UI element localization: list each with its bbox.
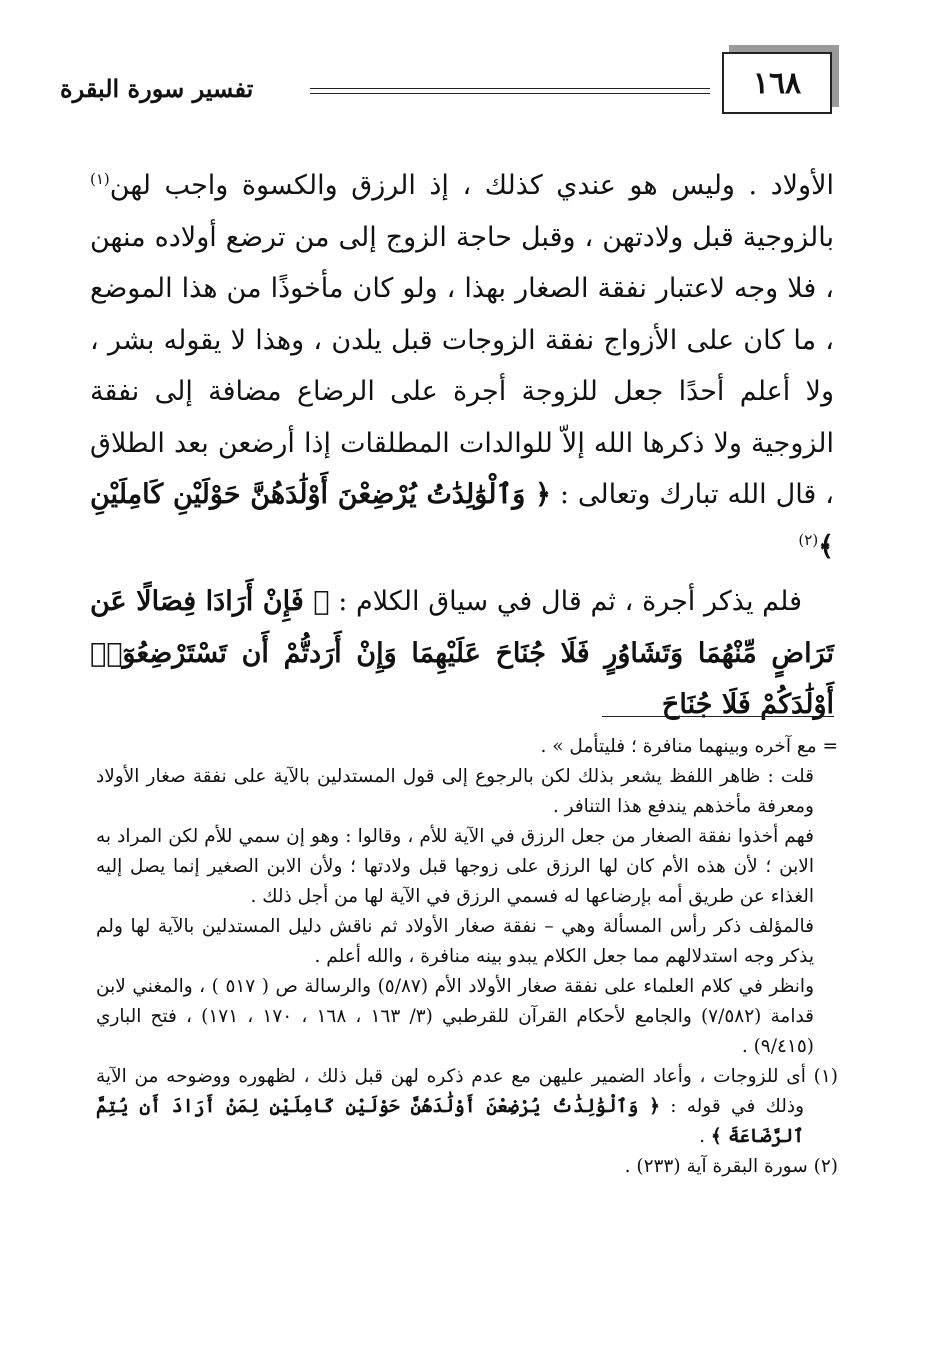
footnote-1-end: . xyxy=(699,1126,711,1147)
footnote-continuation-p2: فهم أخذوا نفقة الصغار من جعل الرزق في الآية للأم ، وقالوا : وهو إن سمي للأم لكن المراد به الابن ؛ لأن هذه الأم كان لها الرزق على زوجها قبل ولادتها ؛ ولأن الابن الصغير إنما يصل إليه الغذاء عن طريق أمه بإرضاعها له فسمي الرزق في الآية لها من أجل ذلك . xyxy=(96,826,814,907)
paragraph-2-text: فلم يذكر أجرة ، ثم قال في سياق الكلام : xyxy=(329,586,802,617)
quran-verse-2: ﴿ فَإِنْ أَرَادَا فِصَالًا عَن تَرَاضٍ مِّنْهُمَا وَتَشَاوُرٍ فَلَا جُنَاحَ عَلَيْهِمَا وَإِنْ أَرَدتُّمْ أَن تَسْتَرْضِعُوٓا۟ أَوْلَٰدَكُمْ فَلَا جُنَاحَ xyxy=(90,586,834,720)
footnote-continuation-p1: قلت : ظاهر اللفظ يشعر بذلك لكن بالرجوع إلى قول المستدلين بالآية على نفقة صغار الأولاد ومعرفة مأخذهم يندفع هذا التنافر . xyxy=(96,766,814,817)
page-header xyxy=(60,52,832,122)
page-number: ١٦٨ xyxy=(752,65,802,101)
main-text xyxy=(90,160,834,731)
footnote-continuation-p3: فالمؤلف ذكر رأس المسألة وهي – نفقة صغار الأولاد ثم ناقش دليل المستدلين بالآية لها ولم يذكر وجه استدلالهم مما جعل الكلام يبدو بينه منافرة ، والله أعلم . xyxy=(96,916,814,967)
paragraph-1-continued: بالزوجية قبل ولادتهن ، وقبل حاجة الزوج إلى من ترضع أولاده منهن ، فلا وجه لاعتبار نفقة الصغار بهذا ، ولو كان مأخوذًا من هذا الموضع ، ما كان على الأزواج نفقة الزوجات قبل يلدن ، وهذا لا يقوله بشر ، ولا أعلم أحدًا جعل للزوجة أجرة على الرضاع مضافة إلى نفقة الزوجية ولا ذكرها الله إلاّ للوالدات المطلقات إذا أرضعن بعد الطلاق ، قال الله تبارك وتعالى : xyxy=(90,221,834,510)
footnote-1-verse: ﴿ وَٱلْوَٰلِدَٰتُ يُرْضِعْنَ أَوْلَٰدَهُنَّ حَوْلَيْنِ كَامِلَيْنِ لِمَنْ أَرَادَ أَن يُتِمَّ ٱلرَّضَاعَةَ ﴾ xyxy=(96,1096,804,1147)
footnote-1 xyxy=(96,1062,838,1152)
footnote-separator xyxy=(602,716,834,717)
paragraph-1-text: الأولاد . وليس هو عندي كذلك ، إذ الرزق والكسوة واجب لهن xyxy=(109,170,834,201)
footnote-continuation-p4: وانظر في كلام العلماء على نفقة صغار الأولاد الأم (٥/٨٧) والرسالة ص ( ٥١٧ ) ، والمغني لابن قدامة (٧/٥٨٢) والجامع لأحكام القرآن للقرطبي (٣/ ١٦٣ ، ١٦٨ ، ١٧٠ ، ١٧١) ، فتح الباري (٩/٤١٥) . xyxy=(96,976,815,1057)
footnote-continuation-line: = مع آخره وبينهما منافرة ؛ فليتأمل » . xyxy=(540,736,838,757)
quran-verse-1: ﴿ وَٱلْوَٰلِدَٰتُ يُرْضِعْنَ أَوْلَٰدَهُنَّ حَوْلَيْنِ كَامِلَيْنِ ﴾ xyxy=(90,479,834,562)
footnote-ref-1: (١) xyxy=(90,170,110,188)
page-number-box xyxy=(722,52,832,114)
header-double-rule xyxy=(310,88,710,94)
footnote-2: (٢) سورة البقرة آية (٢٣٣) . xyxy=(624,1156,838,1177)
running-title: تفسير سورة البقرة xyxy=(60,74,254,103)
paragraph-2 xyxy=(90,576,834,731)
footnote-1-text: (١) أى للزوجات ، وأعاد الضمير عليهن مع عدم ذكره لهن قبل ذلك ، لظهوره ووضوحه من الآية وذلك في قوله : xyxy=(96,1066,838,1117)
footnotes xyxy=(96,732,838,1182)
paragraph-1 xyxy=(90,160,834,572)
footnote-ref-2: (٢) xyxy=(798,530,819,549)
